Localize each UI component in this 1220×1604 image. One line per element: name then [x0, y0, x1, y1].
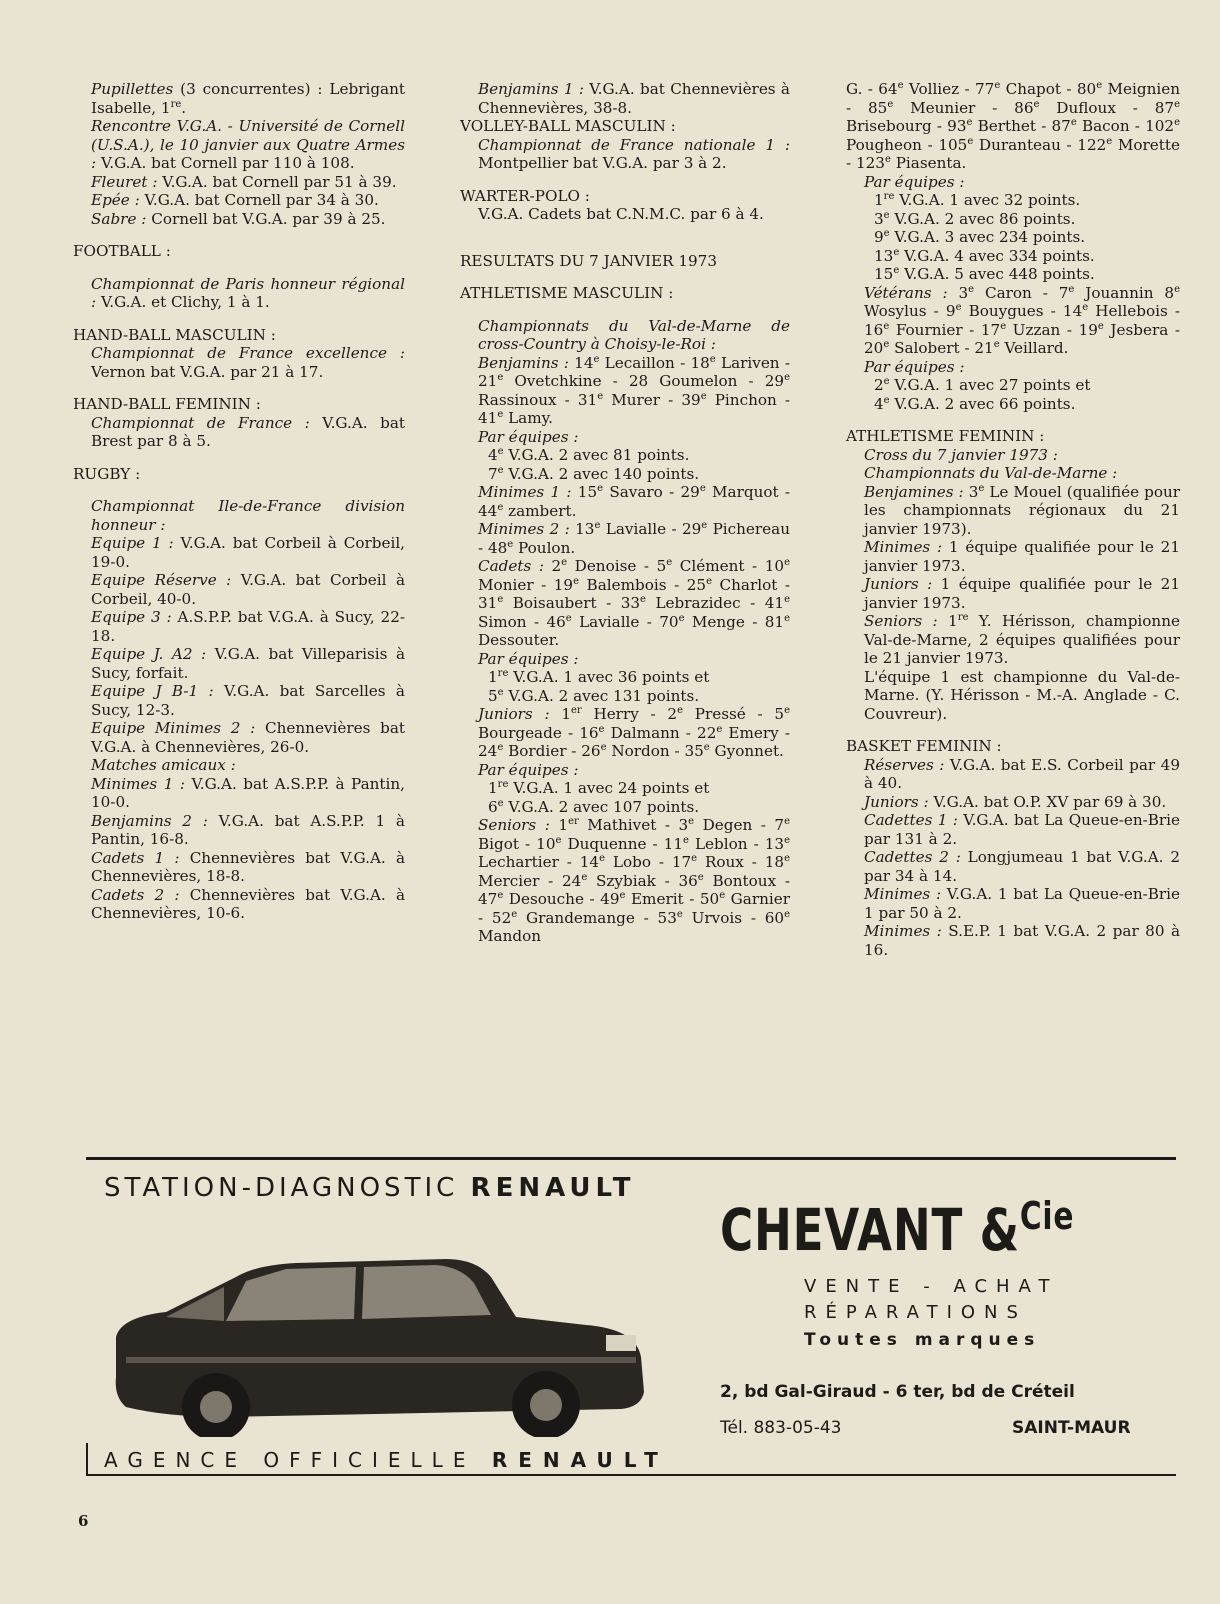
- rugby-subhead: Matches amicaux :: [91, 756, 236, 774]
- athletics-result: Vétérans : 3e Caron - 7e Jouannin 8e Wosylus - 9e Bouygues - 14e Hellebois - 16e Fournier - 17e Uzzan - 19e Jesbera - 20e Salobert - 21e Veillard.: [864, 283, 1180, 357]
- section-heading: FOOTBALL :: [73, 242, 171, 260]
- section-heading: VOLLEY-BALL MASCULIN :: [460, 117, 676, 135]
- team-heading: Par équipes :: [864, 357, 965, 376]
- team-result: 13e V.G.A. 4 avec 334 points.: [874, 246, 1095, 265]
- team-result: 7e V.G.A. 2 avec 140 points.: [488, 464, 700, 483]
- basket-result: Minimes : V.G.A. 1 bat La Queue-en-Brie 1 par 50 à 2.: [864, 885, 1180, 922]
- fencing-cornell-match: Rencontre V.G.A. - Université de Cornell (U.S.A.), le 10 janvier aux Quatre Armes : V.G.A. bat Cornell par 110 à 108.: [91, 117, 405, 172]
- team-heading: Par équipes :: [478, 649, 579, 668]
- volley-result: Championnat de France nationale 1 : Montpellier bat V.G.A. par 3 à 2.: [478, 135, 790, 172]
- athletics-result: Benjamines : 3e Le Mouel (qualifiée pour les championnats régionaux du 21 janvier 1973).: [864, 482, 1181, 538]
- team-result: 1re V.G.A. 1 avec 32 points.: [874, 190, 1081, 209]
- rugby-result: Benjamins 2 : V.G.A. bat A.S.P.P. 1 à Pantin, 16-8.: [91, 811, 405, 848]
- athletics-subhead: Championnats du Val-de-Marne de cross-Country à Choisy-le-Roi :: [478, 316, 790, 353]
- section-heading: WARTER-POLO :: [460, 186, 590, 205]
- section-heading: BASKET FEMININ :: [846, 737, 1002, 755]
- team-result: 6e V.G.A. 2 avec 107 points.: [488, 797, 700, 816]
- team-result: 3e V.G.A. 2 avec 86 points.: [874, 209, 1076, 228]
- fencing-epee: Epée : V.G.A. bat Cornell par 34 à 30.: [91, 191, 379, 209]
- handball-f-result: Championnat de France : V.G.A. bat Brest par 8 à 5.: [91, 413, 405, 450]
- athletics-result: G. - 64e Volliez - 77e Chapot - 80e Meignien - 85e Meunier - 86e Dufloux - 87e Brisebourg - 93e Berthet - 87e Bacon - 102e Pougheon - 105e Duranteau - 122e Morette - 123e Piasenta.: [846, 79, 1181, 172]
- phone: Tél. 883-05-43: [720, 1418, 842, 1438]
- service-line: RÉPARATIONS: [804, 1302, 1027, 1323]
- fencing-sabre: Sabre : Cornell bat V.G.A. par 39 à 25.: [91, 209, 386, 228]
- team-heading: Par équipes :: [478, 427, 579, 446]
- rugby-result: Cadets 2 : Chennevières bat V.G.A. à Chennevières, 10-6.: [91, 885, 406, 922]
- page-number: 6: [78, 1512, 89, 1530]
- team-result: 9e V.G.A. 3 avec 234 points.: [874, 227, 1086, 246]
- team-result: 4e V.G.A. 2 avec 81 points.: [488, 445, 690, 464]
- waterpolo-result: V.G.A. Cadets bat C.N.M.C. par 6 à 4.: [478, 205, 764, 223]
- basket-result: Cadettes 2 : Longjumeau 1 bat V.G.A. 2 par 34 à 14.: [864, 848, 1180, 885]
- athletics-result: Juniors : 1er Herry - 2e Pressé - 5e Bourgeade - 16e Dalmann - 22e Emery - 24e Bordier - 26e Nordon - 35e Gyonnet.: [478, 704, 791, 760]
- athletics-result: L'équipe 1 est championne du Val-de-Marne. (Y. Hérisson - M.-A. Anglade - C. Couvreur).: [864, 667, 1180, 723]
- section-heading: RUGBY :: [73, 464, 141, 483]
- rugby-result: Minimes 1 : V.G.A. bat A.S.P.P. à Pantin, 10-0.: [91, 774, 405, 811]
- team-result: 5e V.G.A. 2 avec 131 points.: [488, 686, 700, 705]
- section-heading: ATHLETISME FEMININ :: [846, 427, 1045, 445]
- basket-result: Juniors : V.G.A. bat O.P. XV par 69 à 30.: [864, 792, 1167, 811]
- rugby-result: Equipe J B-1 : V.G.A. bat Sarcelles à Sucy, 12-3.: [91, 682, 405, 719]
- ad-bottom-rule: [86, 1474, 1176, 1476]
- team-heading: Par équipes :: [478, 760, 579, 779]
- service-line: VENTE - ACHAT: [804, 1276, 1059, 1297]
- athletics-result: Minimes : 1 équipe qualifiée pour le 21 janvier 1973.: [864, 538, 1180, 575]
- athletics-subhead: Championnats du Val-de-Marne :: [864, 464, 1118, 482]
- rugby-result: Equipe 3 : A.S.P.P. bat V.G.A. à Sucy, 22-18.: [91, 608, 405, 645]
- rugby-result: Equipe Minimes 2 : Chennevières bat V.G.A. à Chennevières, 26-0.: [91, 719, 405, 756]
- column-3: [846, 80, 1180, 959]
- athletics-subhead: Cross du 7 janvier 1973 :: [864, 445, 1058, 464]
- city: SAINT-MAUR: [1012, 1418, 1131, 1438]
- section-heading: RESULTATS DU 7 JANVIER 1973: [460, 251, 717, 270]
- column-1: [73, 80, 405, 923]
- team-result: 2e V.G.A. 1 avec 27 points et: [874, 375, 1091, 394]
- athletics-result: Seniors : 1er Mathivet - 3e Degen - 7e Bigot - 10e Duquenne - 11e Leblon - 13e Lechartier - 14e Lobo - 17e Roux - 18e Mercier - 24e Szybiak - 36e Bontoux - 47e Desouche - 49e Emerit - 50e Garnier - 52e Grandemange - 53e Urvois - 60e Mandon: [478, 815, 791, 945]
- athletics-result: Seniors : 1re Y. Hérisson, championne Val-de-Marne, 2 équipes qualifiées pour le 21 janvier 1973.: [864, 611, 1180, 667]
- team-heading: Par équipes :: [864, 172, 965, 191]
- basket-result: Minimes : S.E.P. 1 bat V.G.A. 2 par 80 à 16.: [864, 922, 1180, 959]
- athletics-result: Juniors : 1 équipe qualifiée pour le 21 janvier 1973.: [864, 575, 1180, 612]
- athletics-result: Cadets : 2e Denoise - 5e Clément - 10e Monier - 19e Balembois - 25e Charlot - 31e Boisaubert - 33e Lebrazidec - 41e Simon - 46e Lavialle - 70e Menge - 81e Dessouter.: [478, 556, 790, 649]
- rugby-subhead: Championnat Ile-de-France division honneur :: [91, 497, 405, 534]
- fencing-fleuret: Fleuret : V.G.A. bat Cornell par 51 à 39.: [91, 172, 397, 191]
- athletics-result: Benjamins : 14e Lecaillon - 18e Lariven - 21e Ovetchkine - 28 Goumelon - 29e Rassinoux - 31e Murer - 39e Pinchon - 41e Lamy.: [478, 353, 791, 427]
- fencing-pupillettes: Pupillettes (3 concurrentes) : Lebrigant Isabelle, 1re.: [91, 80, 405, 117]
- company-name: CHEVANT &$^{Cie}$: [720, 1194, 1075, 1264]
- football-result: Championnat de Paris honneur régional : V.G.A. et Clichy, 1 à 1.: [91, 274, 405, 311]
- renault-car-illustration: [106, 1217, 646, 1437]
- rugby-result: Cadets 1 : Chennevières bat V.G.A. à Chennevières, 18-8.: [91, 848, 406, 885]
- ad-top-rule: [86, 1157, 1176, 1160]
- team-result: 4e V.G.A. 2 avec 66 points.: [874, 394, 1076, 413]
- ad-bottom-title: AGENCE OFFICIELLE RENAULT: [104, 1448, 669, 1472]
- basket-result: Cadettes 1 : V.G.A. bat La Queue-en-Brie par 131 à 2.: [864, 811, 1180, 848]
- ad-left-rule: [86, 1443, 88, 1475]
- basket-result: Réserves : V.G.A. bat E.S. Corbeil par 49 à 40.: [864, 755, 1180, 792]
- section-heading: HAND-BALL FEMININ :: [73, 395, 261, 413]
- team-result: 1re V.G.A. 1 avec 24 points et: [488, 778, 710, 797]
- athletics-result: Minimes 2 : 13e Lavialle - 29e Pichereau - 48e Poulon.: [478, 519, 791, 557]
- team-result: 15e V.G.A. 5 avec 448 points.: [874, 264, 1095, 283]
- section-heading: HAND-BALL MASCULIN :: [73, 325, 276, 344]
- handball-m-result: Championnat de France excellence : Vernon bat V.G.A. par 21 à 17.: [91, 344, 405, 381]
- ad-top-title: STATION-DIAGNOSTIC RENAULT: [104, 1173, 636, 1203]
- section-heading: ATHLETISME MASCULIN :: [460, 284, 674, 302]
- service-line: Toutes marques: [804, 1330, 1041, 1350]
- column-2: [460, 80, 790, 946]
- rugby-result: Equipe 1 : V.G.A. bat Corbeil à Corbeil, 19-0.: [91, 534, 406, 571]
- address: 2, bd Gal-Giraud - 6 ter, bd de Créteil: [720, 1382, 1075, 1402]
- rugby-result: Benjamins 1 : V.G.A. bat Chennevières à Chennevières, 38-8.: [478, 80, 790, 117]
- rugby-result: Equipe Réserve : V.G.A. bat Corbeil à Corbeil, 40-0.: [91, 571, 405, 608]
- rugby-result: Equipe J. A2 : V.G.A. bat Villeparisis à Sucy, forfait.: [91, 645, 406, 682]
- team-result: 1re V.G.A. 1 avec 36 points et: [488, 667, 710, 686]
- athletics-result: Minimes 1 : 15e Savaro - 29e Marquot - 44e zambert.: [478, 482, 791, 520]
- renault-advertisement: [86, 1157, 1176, 1479]
